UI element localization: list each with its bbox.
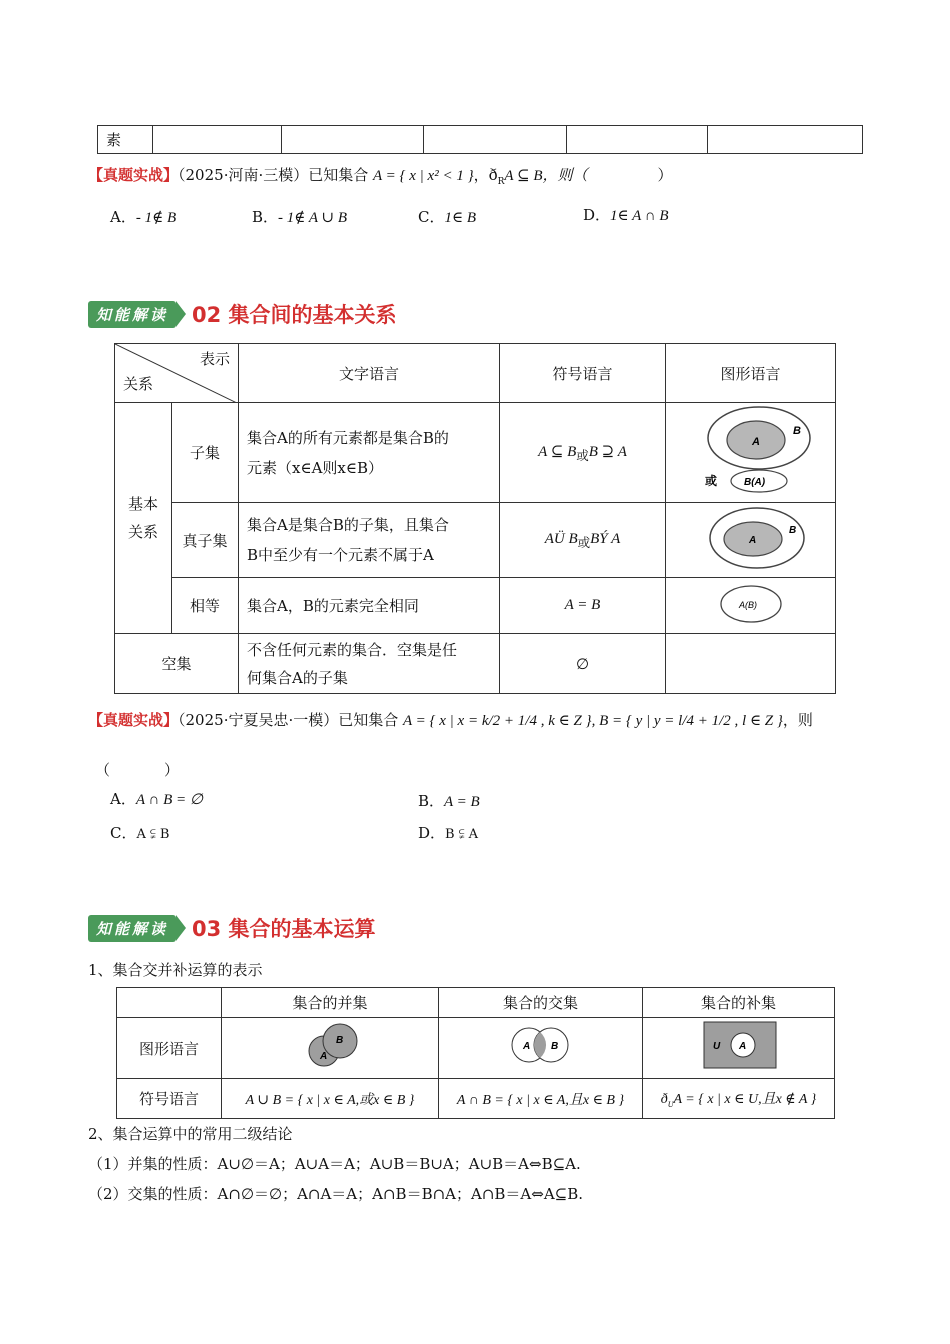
svg-text:A: A [738, 1041, 746, 1052]
svg-text:或: 或 [704, 474, 717, 488]
union-properties: （1）并集的性质：A∪∅＝A；A∪A＝A；A∪B＝B∪A；A∪B＝A⇔B⊆A. [88, 1155, 581, 1173]
q2-option-d[interactable]: D．B ⫋ A [418, 824, 478, 842]
section-tag: 知能解读 [88, 301, 176, 328]
section-3-banner [88, 913, 376, 943]
intersection-venn-diagram [481, 1018, 601, 1074]
row-empty-set-symbol: ∅ [500, 634, 666, 694]
proper-subset-venn-diagram [671, 503, 831, 573]
relation-table [114, 343, 836, 694]
question-source: （2025·河南·三模）已知集合 [178, 166, 369, 184]
q2-option-c[interactable]: C．A ⫋ B [110, 824, 170, 842]
section-title: 02 集合间的基本关系 [192, 303, 397, 327]
header-guanxi: 关系 [123, 375, 154, 393]
set-definition: A = { x | x² < 1 } [373, 168, 474, 184]
q1-option-d[interactable]: D．1∈ A ∩ B [583, 206, 669, 224]
q2-paren: （ ） [95, 761, 180, 779]
q2-option-a[interactable]: A．A ∩ B = ∅ [110, 790, 203, 808]
conclusions-heading: 2、集合运算中的常用二级结论 [88, 1125, 293, 1143]
header-diagonal-cell [115, 344, 239, 403]
q1-option-b[interactable]: B．- 1∉ A ∪ B [252, 208, 347, 226]
row-equal-name: 相等 [172, 578, 239, 634]
complement-subscript: R [497, 177, 505, 187]
svg-text:B: B [788, 525, 796, 536]
complement-venn-cell [643, 1018, 835, 1079]
top-table [97, 125, 863, 154]
svg-text:A: A [748, 535, 756, 546]
then-text: ，则 [782, 711, 813, 729]
col-symbol-language: 符号语言 [500, 344, 666, 403]
row-graph-language: 图形语言 [117, 1018, 222, 1079]
row-subset-name: 子集 [172, 403, 239, 503]
svg-text:A: A [751, 436, 760, 448]
col-intersection: 集合的交集 [439, 988, 643, 1018]
union-venn-diagram [270, 1018, 390, 1074]
paren-close: ） [657, 166, 673, 184]
union-symbol: A ∪ B = { x | x ∈ A,或x ∈ B } [222, 1079, 439, 1119]
top-table-cell [708, 126, 863, 154]
row-proper-subset-venn [666, 503, 836, 578]
equal-venn-diagram [671, 579, 831, 629]
banner-arrow-icon [176, 301, 186, 327]
top-table-label: 素 [98, 126, 153, 154]
section-2-banner [88, 299, 397, 329]
question-2 [88, 709, 813, 730]
col-complement: 集合的补集 [643, 988, 835, 1018]
row-empty-set-name: 空集 [115, 634, 239, 694]
question-1 [88, 164, 673, 187]
row-empty-set-text: 不含任何元素的集合．空集是任 何集合A的子集 [239, 634, 500, 694]
row-empty-set-venn [666, 634, 836, 694]
complement-symbol: ，ð [473, 166, 498, 184]
row-subset-venn [666, 403, 836, 503]
row-equal-text: 集合A，B的元素完全相同 [239, 578, 500, 634]
intersection-properties: （2）交集的性质：A∩∅＝∅；A∩A＝A；A∩B＝B∩A；A∩B＝A⇔A⊆B. [88, 1185, 584, 1203]
row-equal-symbol: A = B [500, 578, 666, 634]
intersection-symbol: A ∩ B = { x | x ∈ A,且x ∈ B } [439, 1079, 643, 1119]
row-proper-subset-symbol: AÜ $B_或BÝ$ A [500, 503, 666, 578]
col-text-language: 文字语言 [239, 344, 500, 403]
row-equal-venn [666, 578, 836, 634]
group-basic-relation: 基本关系 [115, 403, 172, 634]
union-venn-cell [222, 1018, 439, 1079]
top-table-cell [282, 126, 424, 154]
set-a-definition: A = { x | x = k/2 + 1/4 , k ∈ Z } [403, 713, 592, 729]
svg-text:A(B): A(B) [738, 599, 757, 610]
row-proper-subset-text: 集合A是集合B的子集，且集合 B中至少有一个元素不属于A [239, 503, 500, 578]
question-source: （2025·宁夏吴忠·一模）已知集合 [178, 711, 399, 729]
complement-venn-diagram [679, 1018, 799, 1074]
svg-text:B(A): B(A) [743, 477, 765, 488]
q2-option-b[interactable]: B．A = B [418, 792, 480, 810]
svg-text:U: U [712, 1041, 720, 1052]
svg-text:B: B [336, 1035, 344, 1046]
complement-symbol: $ð_UA$ = { x | x ∈ U,且x ∉ A } [643, 1079, 835, 1119]
q1-option-a[interactable]: A．- 1∉ B [110, 208, 177, 226]
ops-corner-cell [117, 988, 222, 1018]
top-table-cell [424, 126, 567, 154]
question-tag: 【真题实战】 [88, 166, 179, 184]
operations-heading: 1、集合交并补运算的表示 [88, 961, 263, 979]
intersection-venn-cell [439, 1018, 643, 1079]
col-graph-language: 图形语言 [666, 344, 836, 403]
svg-text:B: B [550, 1041, 558, 1052]
svg-text:A: A [320, 1051, 328, 1062]
top-table-cell [567, 126, 708, 154]
row-subset-symbol: A ⊆ $B_或B$ ⊇ A [500, 403, 666, 503]
col-union: 集合的并集 [222, 988, 439, 1018]
row-symbol-language: 符号语言 [117, 1079, 222, 1119]
operations-table [116, 987, 835, 1119]
q1-option-c[interactable]: C．1∈ B [418, 208, 477, 226]
banner-arrow-icon [176, 915, 186, 941]
svg-text:B: B [792, 425, 801, 437]
header-biaoshi: 表示 [199, 350, 230, 368]
subset-venn-diagram [671, 403, 831, 498]
row-subset-text: 集合A的所有元素都是集合B的 元素（x∈A则x∈B） [239, 403, 500, 503]
section-tag: 知能解读 [88, 915, 176, 942]
top-table-cell [153, 126, 282, 154]
question-tag: 【真题实战】 [88, 711, 179, 729]
svg-text:A: A [522, 1041, 530, 1052]
row-proper-subset-name: 真子集 [172, 503, 239, 578]
condition-text: A ⊆ B，则（ [504, 168, 588, 184]
set-b-definition: , B = { y | y = l/4 + 1/2 , l ∈ Z } [591, 713, 783, 729]
section-title: 03 集合的基本运算 [192, 917, 376, 941]
